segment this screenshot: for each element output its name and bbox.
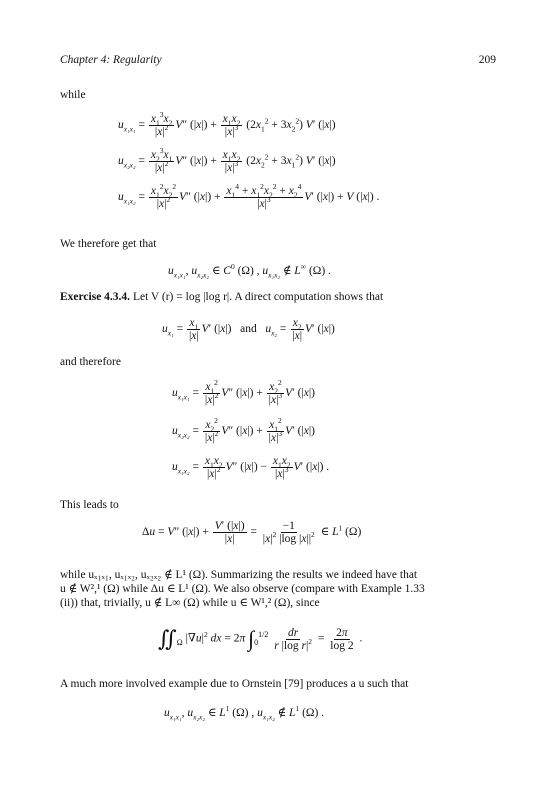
running-header bbox=[60, 54, 496, 68]
exercise-text: Let V (r) = log |log r|. A direct computation shows that bbox=[132, 291, 384, 303]
summary-paragraph bbox=[60, 568, 496, 610]
text-leads-to: This leads to bbox=[60, 499, 119, 511]
equation-second-x1x2: $u_{x_1x_2}$ = $\frac{x_1x_2}{|x|^2}$ V″ (|x|) − $\frac{x_1x_2}{|x|^3}$ V′ (|x|) . bbox=[172, 455, 330, 480]
equation-integral: $∬_\Omega$ $|\nabla u|^2$ dx = 2π $\int_0^{1/2}$ $\frac{dr}{r |\log r|^2}$ = $\frac{2\pi}{\log 2}$ . bbox=[158, 626, 363, 652]
equation-second-x1x1: $u_{x_1x_1}$ = $\frac{x_1^2}{|x|^2}$ V″ (|x|) + $\frac{x_2^2}{|x|^3}$ V′ (|x|) bbox=[172, 378, 315, 406]
page-number: 209 bbox=[478, 54, 496, 66]
equation-u-x2x2: $u_{x_2x_2}$ = $\frac{x_2^3x_1}{|x|^2}$ V″ (|x|) + $\frac{x_1x_2}{|x|^3}$ $(2x_2^2 + 3x_1^2)$ V′ (|x|) bbox=[118, 146, 336, 174]
summary-line-3: (ii)) that, trivially, u ∉ L∞ (Ω) while u ∈ W¹,² (Ω), since bbox=[60, 597, 320, 609]
exercise-paragraph bbox=[60, 290, 383, 304]
summary-line-2: u ∉ W²,¹ (Ω) while Δu ∈ L¹ (Ω). We also observe (compare with Example 1.33 bbox=[60, 583, 425, 595]
and-word: and bbox=[240, 323, 257, 336]
summary-line-1: while uₓ₁ₓ₁, uₓ₁ₓ₂, uₓ₂ₓ₂ ∉ L¹ (Ω). Summarizing the results we indeed have that bbox=[60, 569, 418, 581]
exercise-label: Exercise 4.3.4. bbox=[60, 291, 131, 303]
chapter-title: Chapter 4: Regularity bbox=[60, 54, 162, 66]
equation-first-derivatives: $u_{x_1}$ = $\frac{x_1}{|x|}$ V′ (|x|) and $u_{x_2}$ = $\frac{x_2}{|x|}$ V′ (|x|) bbox=[162, 317, 335, 342]
text-therefore-get: We therefore get that bbox=[60, 238, 157, 250]
equation-u-x1x1: $u_{x_1x_1}$ = $\frac{x_1^3x_2}{|x|^2}$ V″ (|x|) + $\frac{x_1x_2}{|x|^3}$ $(2x_1^2 + 3x_2^2)$ V′ (|x|) bbox=[118, 110, 336, 138]
text-and-therefore: and therefore bbox=[60, 356, 121, 368]
equation-u-x1x2: $u_{x_1x_2}$ = $\frac{x_1^2x_2^2}{|x|^2}$ V″ (|x|) + $\frac{x_1^4 + x_1^2x_2^2 + x_2^4}{|x|^3}$ V′ (|x|) + V (|x|) . bbox=[118, 182, 380, 210]
equation-ornstein: $u_{x_1x_1}$, $u_{x_2x_2}$ ∈ $L^1$ (Ω) , $u_{x_1x_2}$ ∉ $L^1$ (Ω) . bbox=[164, 704, 325, 722]
text-ornstein: A much more involved example due to Ornstein [79] produces a u such that bbox=[60, 678, 409, 690]
equation-regularity-c0: $u_{x_1x_1}$, $u_{x_2x_2}$ ∈ $C^0$ (Ω) , $u_{x_1x_2}$ ∉ L∞ (Ω) . bbox=[168, 262, 331, 280]
equation-laplacian: Δu = V″ (|x|) + $\frac{V' (|x|)}{|x|}$ = $\frac{-1}{|x|^2 |\log |x||^2}$ ∈ $L^1$ (Ω) bbox=[142, 520, 362, 545]
equation-second-x2x2: $u_{x_2x_2}$ = $\frac{x_2^2}{|x|^2}$ V″ (|x|) + $\frac{x_1^2}{|x|^3}$ V′ (|x|) bbox=[172, 416, 315, 444]
text-while: while bbox=[60, 89, 86, 101]
